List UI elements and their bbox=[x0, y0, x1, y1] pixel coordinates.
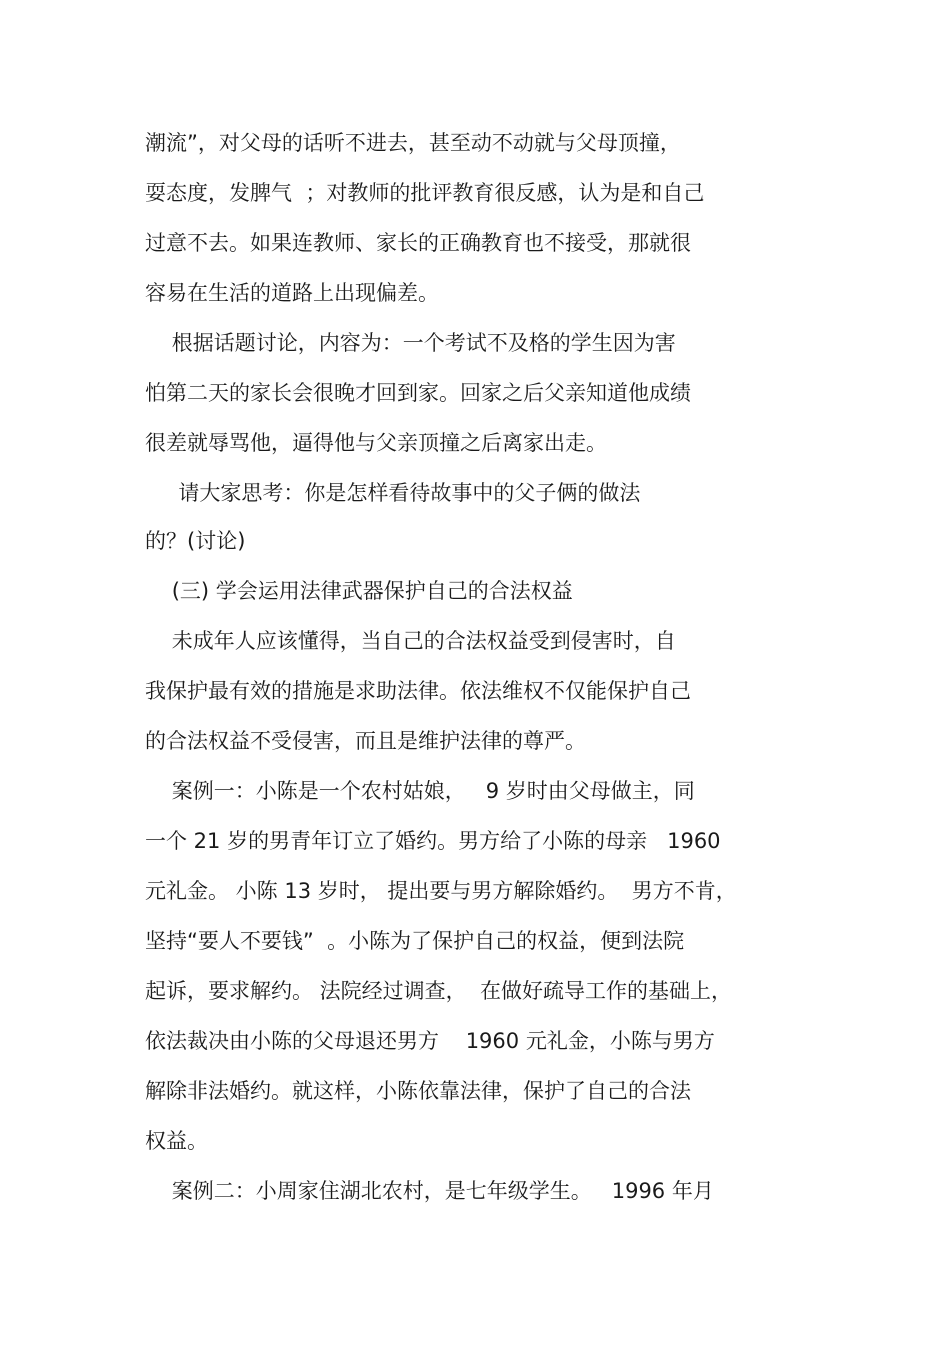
text-line: 的？(讨论) bbox=[145, 529, 246, 553]
text-line: 请大家思考：你是怎样看待故事中的父子俩的做法 bbox=[145, 481, 641, 505]
text-line: 坚持“要人不要钱” 。小陈为了保护自己的权益，便到法院 bbox=[145, 929, 685, 953]
text-line: 案例一：小陈是一个农村姑娘， 9 岁时由父母做主，同 bbox=[145, 779, 695, 803]
text-line: 一个 21 岁的男青年订立了婚约。男方给了小陈的母亲 1960 bbox=[145, 829, 721, 853]
text-line: 的合法权益不受侵害，而且是维护法律的尊严。 bbox=[145, 729, 586, 753]
text-line: 起诉，要求解约。 法院经过调查， 在做好疏导工作的基础上， bbox=[145, 979, 733, 1003]
text-line: 权益。 bbox=[145, 1129, 208, 1153]
text-line: 耍态度，发脾气 ；对教师的批评教育很反感，认为是和自己 bbox=[145, 181, 705, 205]
text-line: 元礼金。 小陈 13 岁时， 提出要与男方解除婚约。 男方不肯， bbox=[145, 879, 737, 903]
text-line: 过意不去。如果连教师、家长的正确教育也不接受，那就很 bbox=[145, 231, 691, 255]
text-line: 怕第二天的家长会很晚才回到家。回家之后父亲知道他成绩 bbox=[145, 381, 691, 405]
text-line: 容易在生活的道路上出现偏差。 bbox=[145, 281, 439, 305]
text-line: 未成年人应该懂得，当自己的合法权益受到侵害时，自 bbox=[145, 629, 676, 653]
text-line: 案例二：小周家住湖北农村，是七年级学生。 1996 年月 bbox=[145, 1179, 714, 1203]
text-line: 很差就辱骂他，逼得他与父亲顶撞之后离家出走。 bbox=[145, 431, 607, 455]
text-line: 解除非法婚约。就这样，小陈依靠法律，保护了自己的合法 bbox=[145, 1079, 691, 1103]
text-line: 我保护最有效的措施是求助法律。依法维权不仅能保护自己 bbox=[145, 679, 691, 703]
text-line: 潮流”，对父母的话听不进去，甚至动不动就与父母顶撞， bbox=[145, 131, 681, 155]
section-heading: (三) 学会运用法律武器保护自己的合法权益 bbox=[145, 579, 573, 603]
text-line: 依法裁决由小陈的父母退还男方 1960 元礼金，小陈与男方 bbox=[145, 1029, 715, 1053]
text-line: 根据话题讨论，内容为：一个考试不及格的学生因为害 bbox=[145, 331, 676, 355]
